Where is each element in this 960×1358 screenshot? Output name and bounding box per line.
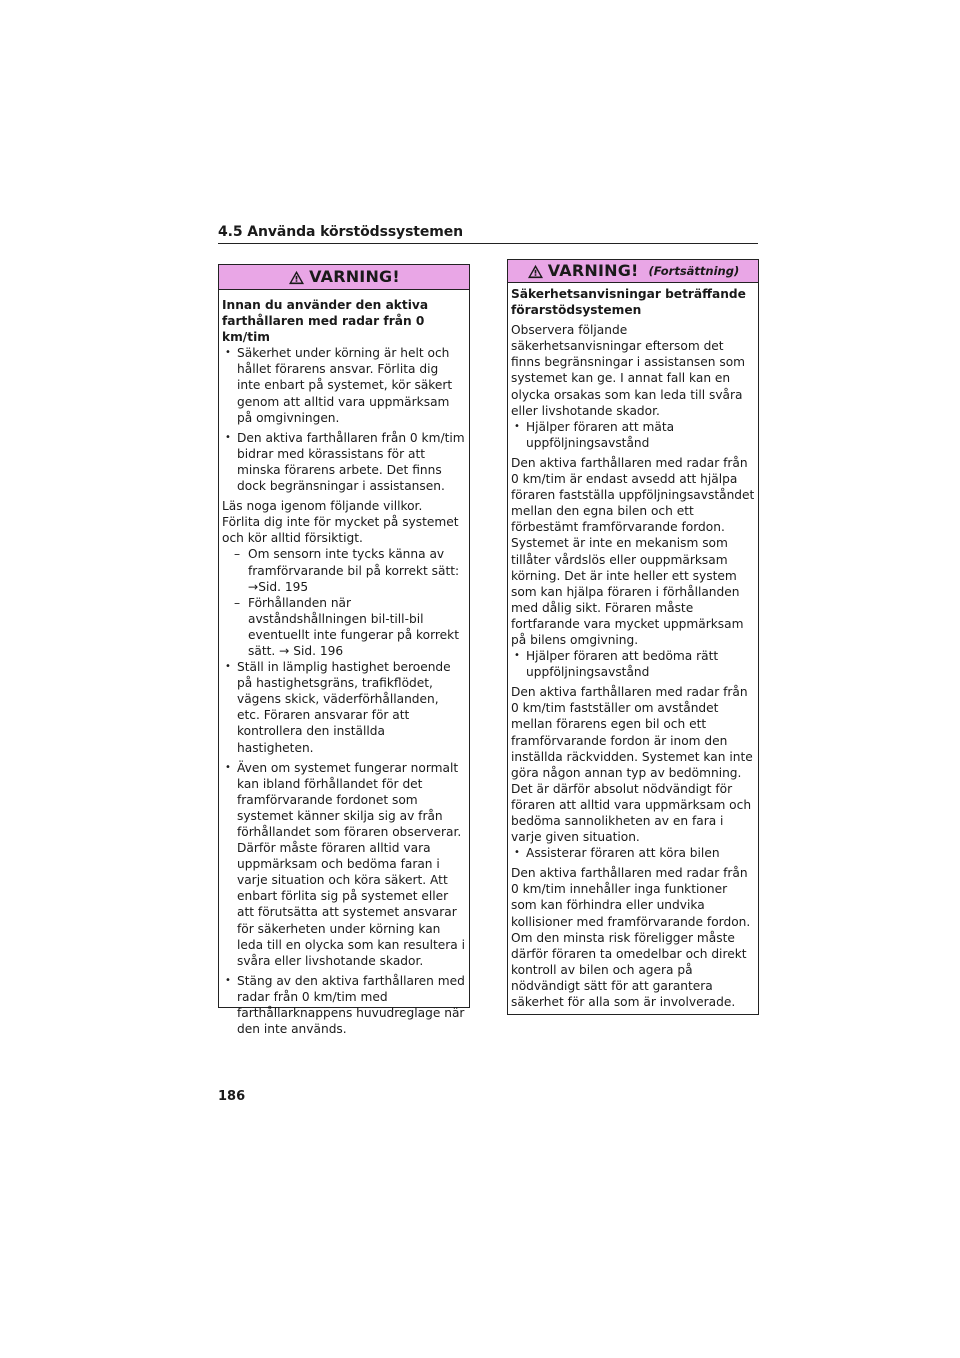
warning-triangle-icon (527, 264, 544, 279)
paragraph: Den aktiva farthållaren med radar från 0 km/tim är endast avsedd att hjälpa föraren fastställa uppföljningsavståndet mellan den egna bilen och ett förbestämt framförvarande fordon. Systemet är inte en mekanism som tillåter vårdslös eller ouppmärksam körning. Det är inte heller ett system som kan hjälpa föraren i förhållanden med dålig sikt. Föraren måste fortfarande vara mycket uppmärksam (511, 455, 755, 631)
paragraph: Läs noga igenom följande villkor. (222, 499, 423, 514)
continued-label: (Fortsättning) (648, 263, 740, 278)
dash-mark: – (234, 595, 241, 610)
bullet-item: • Hjälper föraren att bedöma rätt uppföljningsavstånd (511, 648, 755, 680)
bullet-item: • Assisterar föraren att köra bilen (511, 845, 755, 861)
bullet-item: • Säkerhet under körning är helt och hållet förarens ansvar. Förlita dig inte enbart på systemet, kör säkert genom att alltid vara uppmärksam på omgivningen. (222, 345, 465, 425)
bullet-item: • Även om systemet fungerar normalt kan ibland förhållandet för det framförvarande fordonet som systemet känner skilja sig av från förhållandet som föraren observerar. Därför måste föraren alltid vara uppmärksam och bedöma faran i varje situation och köra säkert. Att enbart förlita sig på systemet eller att förutsätta att systemet ansvarar för säkerheten under körning kan leda till en olycka som kan resultera i svåra eller livshotande skador. (222, 760, 465, 969)
dash-mark: – (234, 547, 241, 562)
paragraph: på bilens omgivning. (511, 632, 639, 647)
warning-title: VARNING! (309, 266, 400, 286)
warning-box-right (507, 259, 759, 1015)
page-number: 186 (218, 1089, 246, 1104)
dash-item (222, 546, 465, 594)
warning-header (219, 265, 469, 290)
paragraph: Den aktiva farthållaren med radar från 0 km/tim fastställer om avståndet mellan förarens egen bil och ett framförvarande fordon är inom den inställda räckvidden. Systemet kan inte göra någon annan typ av bedömning. Det är därför absolut nödvändigt för föraren att alltid vara uppmärksam och bedöma sannolikheten av en fara i varje given situation. (511, 685, 753, 845)
warning-title: VARNING! (547, 260, 639, 280)
dash-text: Förhållanden när avståndshållningen bil-till-bil eventuellt inte fungerar på korrekt sätt. → Sid. 196 (248, 595, 459, 658)
dash-text: Om sensorn inte tycks känna av framförvarande bil på korrekt sätt: →Sid. 195 (248, 547, 460, 594)
bullet-item: • Hjälper föraren att mäta uppföljningsavstånd (511, 419, 755, 451)
section-title: 4.5 Använda körstödssystemen (218, 224, 758, 244)
warning-triangle-icon (288, 270, 305, 285)
paragraph: Observera följande säkerhetsanvisningar eftersom det finns begränsningar i assistansen som systemet kan ge. I annat fall kan en olycka orsakas som kan leda till svåra eller livshotande skador. (511, 323, 746, 418)
warning-heading: Innan du använder den aktiva farthållaren med radar från 0 km/tim (222, 298, 429, 345)
bullet-item: • Ställ in lämplig hastighet beroende på hastighetsgräns, trafikflödet, vägens skick, väderförhållanden, etc. Föraren ansvarar för att kontrollera den inställda hastigheten. (222, 659, 465, 756)
paragraph: Förlita dig inte för mycket på systemet och kör alltid försiktigt. (222, 515, 459, 546)
bullet-item: • Den aktiva farthållaren från 0 km/tim bidrar med körassistans för att minska förarens arbete. Det finns dock begränsningar i assistansen. (222, 430, 465, 494)
bullet-item: • Stäng av den aktiva farthållaren med radar från 0 km/tim med farthållarknappens huvudreglage när den inte används. (222, 973, 465, 1037)
warning-header (508, 260, 758, 283)
warning-box-left (218, 264, 470, 1037)
paragraph: Den aktiva farthållaren med radar från 0 km/tim innehåller inga funktioner som kan förhindra eller undvika kollisioner med framförvarande fordon. Om den minsta risk föreligger måste därför föraren ta omedelbar och direkt kontroll av bilen och agera på nödvändigt sätt för att garantera säkerhet för alla som är involverade. (511, 866, 751, 1010)
warning-heading: Säkerhetsanvisningar beträffande förarstödsystemen (511, 287, 746, 318)
dash-item (222, 595, 465, 659)
